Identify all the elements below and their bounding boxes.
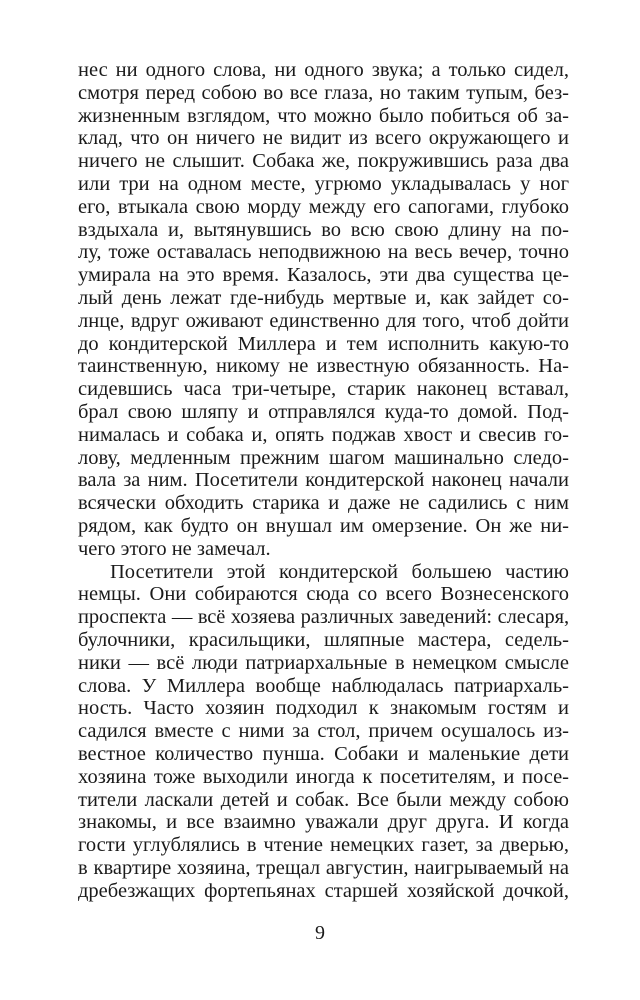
- text-line: проспекта — всё хозяева различных заведений: слесаря,: [78, 606, 569, 629]
- text-line: лову, медленным прежним шагом машинально следо-: [78, 446, 569, 469]
- text-line: ность. Часто хозяин подходил к знакомым гостям и: [78, 697, 569, 720]
- text-line: садился вместе с ними за стол, причем осушалось из-: [78, 720, 569, 743]
- text-line: лый день лежат где-нибудь мертвые и, как зайдет со-: [78, 286, 569, 309]
- text-line: рядом, как будто он внушал им омерзение. Он же ни-: [78, 514, 569, 537]
- text-line: брал свою шляпу и отправлялся куда-то домой. Под-: [78, 400, 569, 423]
- page-number: 9: [315, 922, 325, 944]
- text-line: всячески обходить старика и даже не садились с ним: [78, 492, 569, 515]
- text-line: чего этого не замечал.: [78, 537, 271, 560]
- text-line: лнце, вдруг оживают единственно для того, чтоб дойти: [78, 309, 569, 332]
- text-line: дребезжащих фортепьянах старшей хозяйской дочкой,: [78, 879, 569, 902]
- text-line: смотря перед собою во все глаза, но таким тупым, без-: [78, 81, 569, 104]
- text-line: тители ласкали детей и собак. Все были между собою: [78, 788, 569, 811]
- text-line: слова. У Миллера вообще наблюдалась патриархаль-: [78, 674, 569, 697]
- text-line: нес ни одного слова, ни одного звука; а только сидел,: [78, 59, 569, 81]
- text-line: ничего не слышит. Собака же, покружившись раза два: [78, 150, 569, 173]
- text-line: булочники, красильщики, шляпные мастера, седель-: [78, 628, 569, 651]
- text-line: ники — всё люди патриархальные в немецком смысле: [78, 651, 569, 674]
- text-line: клад, что он ничего не видит из всего окружающего и: [78, 127, 569, 150]
- text-line: гости углублялись в чтение немецких газет, за дверью,: [78, 834, 569, 857]
- text-line: хозяина тоже выходили иногда к посетителям, и посе-: [78, 765, 569, 788]
- text-line: лу, тоже оставалась неподвижною на весь вечер, точно: [78, 241, 569, 264]
- paragraph: [78, 561, 569, 903]
- text-line: до кондитерской Миллера и тем исполнить какую-то: [78, 332, 569, 355]
- text-line: немцы. Они собираются сюда со всего Вознесенского: [78, 583, 569, 606]
- text-line: сидевшись часа три-четыре, старик наконец вставал,: [78, 378, 569, 401]
- text-line: вздыхала и, вытянувшись во всю свою длину на по-: [78, 218, 569, 241]
- paragraph: [78, 59, 569, 561]
- text-line: его, втыкала свою морду между его сапогами, глубоко: [78, 195, 569, 218]
- text-line: умирала на это время. Казалось, эти два существа це-: [78, 264, 569, 287]
- text-line: в квартире хозяина, трещал августин, наигрываемый на: [78, 856, 569, 879]
- body-text: [78, 59, 569, 902]
- text-line: Посетители этой кондитерской большею частию: [110, 560, 569, 583]
- text-line: знакомы, и все взаимно уважали друг друга. И когда: [78, 811, 569, 834]
- text-line: вала за ним. Посетители кондитерской наконец начали: [78, 469, 569, 492]
- text-line: таинственную, никому не известную обязанность. На-: [78, 355, 569, 378]
- text-line: или три на одном месте, угрюмо укладывалась у ног: [78, 172, 569, 195]
- text-line: жизненным взглядом, что можно было побиться об за-: [78, 104, 569, 127]
- text-line: вестное количество пунша. Собаки и маленькие дети: [78, 742, 569, 765]
- text-line: нималась и собака и, опять поджав хвост и свесив го-: [78, 423, 569, 446]
